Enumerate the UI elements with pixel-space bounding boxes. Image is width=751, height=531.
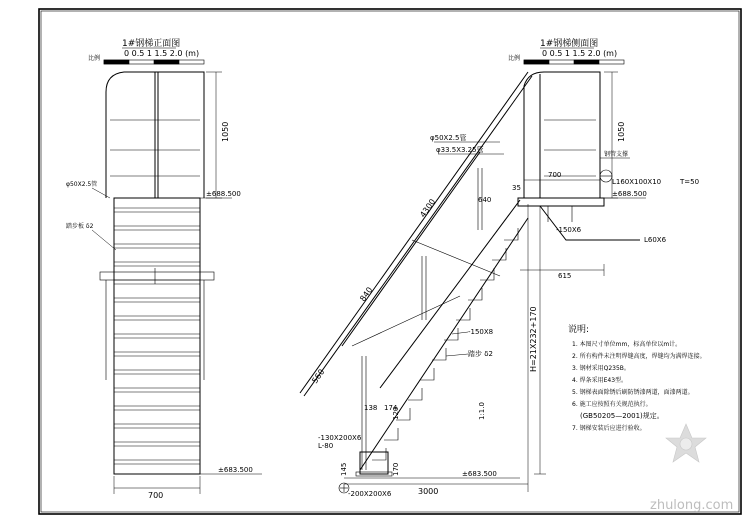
sheet-border [39,9,741,514]
side-dim-120: 120 [392,406,400,420]
side-stringer-top [380,200,520,388]
note-item: 1. 本图尺寸单位mm，标高单位以m计。 [572,341,682,348]
side-dim-138: 138 [364,404,378,412]
side-handrail-upper [300,72,528,393]
front-scale-label: 比例 [88,55,101,62]
side-dim-1050: 1050 [617,121,626,142]
side-dim-3000: 3000 [418,487,439,496]
front-dim-1050: 1050 [221,121,230,142]
side-base-plate: -130X200X6 [318,434,362,442]
front-ladder-body [114,198,200,474]
note-item: 2. 所有构件未注明焊缝高度，焊缝均为满焊连接。 [572,353,706,360]
side-stringer-bottom [360,218,528,470]
watermark-text: zhulong.com [650,498,734,513]
side-t-label: T=50 [680,178,700,186]
side-elev-top: ±688.500 [612,190,647,198]
side-top-handrail [524,72,600,198]
watermark [650,424,733,513]
side-post-label: φ33.5X3.25管 [436,146,484,154]
side-angle-label: L160X100X10 [612,178,662,186]
side-angle-label-2: L60X6 [644,236,667,244]
side-dim-145: 145 [340,462,348,476]
side-dim-840: 840 [358,285,375,304]
note-item: 6. 施工应按照有关规范执行。 [572,401,652,408]
front-rail-label: φ50X2.5管 [66,181,98,188]
side-dim-170: 170 [392,462,400,476]
side-anchor-label: L-80 [318,442,334,450]
notes-heading: 说明: [568,325,590,335]
side-rail-label: φ50X2.5管 [430,134,467,142]
front-view-title: 1#钢梯正面图 [122,39,181,49]
side-platform [518,198,604,206]
side-dim-35: 35 [512,184,521,192]
side-dim-640: 640 [478,196,492,204]
note-item: 7. 钢梯安装后应进行验收。 [572,425,646,432]
front-elev-top: ±688.500 [206,190,241,198]
note-item: (GB50205—2001)规定。 [580,412,664,420]
front-dim-700: 700 [148,491,164,500]
front-elev-bottom: ±683.500 [218,466,253,474]
side-dim-4300: 4300 [418,197,438,220]
side-dim-174: 174 [384,404,398,412]
side-beam-label: -150X6 [556,226,582,234]
side-dim-615: 615 [558,272,572,280]
front-plate-label: 踏步板 δ2 [66,223,94,230]
notes [568,323,706,432]
side-elev-bottom: ±683.500 [462,470,497,478]
side-support-label: 钢管支撑 [604,151,629,158]
side-stringer-label: -150X8 [468,328,494,336]
sheet-border-inner [41,11,739,512]
watermark-logo-icon [666,424,706,462]
side-handrail-lower [342,152,480,346]
side-dim-vert-1: 1:1.0 [478,402,486,420]
front-treads [114,208,200,464]
side-dim-700: 700 [548,171,562,179]
side-dim-total-height: H=21X232+170 [529,306,538,372]
note-item: 3. 钢材采用Q235B。 [572,365,630,372]
side-dim-560: 560 [310,367,327,386]
side-scale: 0 0.5 1 1.5 2.0 (m) [542,49,618,58]
side-tread-label: 踏步 δ2 [468,350,493,358]
side-base-label: -200X200X6 [348,490,392,498]
side-scale-label: 比例 [508,55,521,62]
note-item: 4. 焊条采用E43型。 [572,377,628,384]
side-view-title: 1#钢梯侧面图 [540,39,599,49]
note-item: 5. 钢梯表面除锈后刷防锈漆两道，面漆两道。 [572,389,694,396]
front-scale: 0 0.5 1 1.5 2.0 (m) [124,49,200,58]
front-view [66,37,262,500]
side-steps [372,228,518,460]
